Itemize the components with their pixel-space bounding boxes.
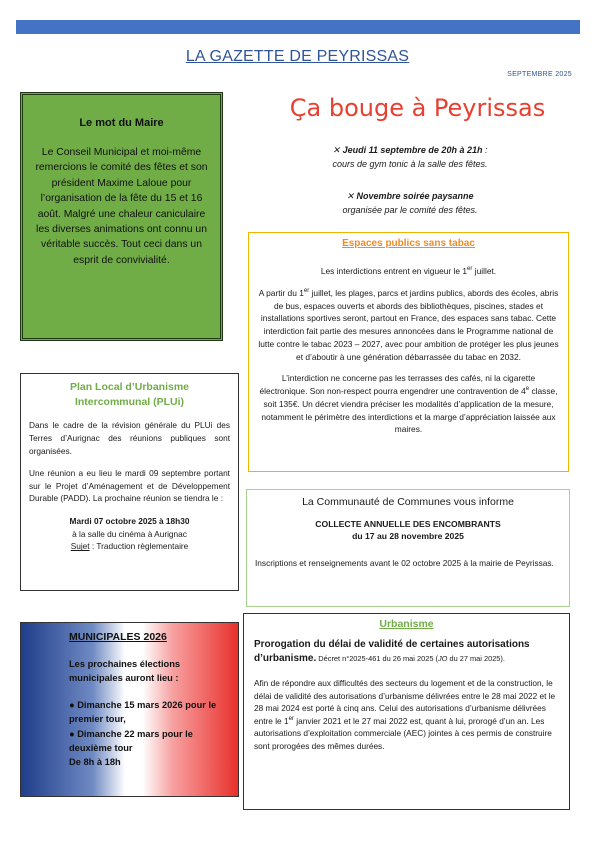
event-1 — [240, 144, 580, 172]
espaces-paragraph-2: A partir du 1er juillet, les plages, parcs et jardins publics, abords des écoles, abris de bus, espaces ouverts et abords des bibliothèques, piscines, stades et installations sportives seront, partout en France, des espaces sans tabac. Cette interdiction fait partie des mesures annoncées dans le Programme national de lutte contre le tabac 2023 – 2027, avec pour ambition de protéger les plus jeunes et d’aboutir à une génération débarrassée du tabac en 2032. — [258, 287, 559, 362]
plui-box — [20, 373, 239, 591]
ca-bouge-heading: Ça bouge à Peyrissas — [289, 94, 546, 122]
plui-meeting-info: Mardi 07 octobre 2025 à 18h30 à la salle du cinéma à Aurignac Sujet : Traduction règlementaire — [69, 516, 190, 552]
header-bar — [16, 20, 580, 34]
urbanisme-paragraph: Afin de répondre aux difficultés des secteurs du logement et de la construction, le délai de validité des autorisations d’urbanisme délivrées entre le 28 mai 2022 et le 28 mai 2024 est porté à cinq ans. Celui des autorisations d’urbanisme délivrées entre le 1er janvier 2021 et le 27 mai 2022 est, quant à lui, prorogé d’un an. Les autorisations d’exploitation commerciale (AEC) jointes à ces permis de construire sont prorogées des mêmes durées. — [254, 678, 556, 752]
plui-paragraph-1: Dans le cadre de la révision générale du PLUi des Terres d’Aurignac des réunions publiques sont organisées. — [29, 420, 230, 456]
event-2-desc: organisée par le comité des fêtes. — [342, 204, 478, 215]
event-2-title: Novembre soirée paysanne — [356, 191, 474, 201]
mot-du-maire-heading: Le mot du Maire — [79, 117, 164, 129]
cross-mark-icon: ✕ — [332, 145, 341, 155]
page-title: LA GAZETTE DE PEYRISSAS — [185, 48, 410, 65]
municipales-intro: Les prochaines élections municipales auront lieu : — [69, 659, 181, 684]
communaute-heading: La Communauté de Communes vous informe — [302, 496, 514, 508]
issue-date: SEPTEMBRE 2025 — [507, 71, 572, 78]
event-1-desc: cours de gym tonic à la salle des fêtes. — [332, 158, 488, 169]
mot-du-maire-text: Le Conseil Municipal et moi-même remercions le comité des fêtes et son président Maxime Laloue pour l’organisation de la fête du 15 et 16 août. Malgré une chaleur caniculaire les diverses animations ont connu un véritable succès. Tout ceci dans un esprit de convivialité. — [35, 147, 208, 266]
event-1-title: Jeudi 11 septembre de 20h à 21h — [342, 145, 483, 155]
municipales-item-2: ● Dimanche 22 mars pour le deuxième tour — [69, 728, 193, 754]
plui-paragraph-2: Une réunion a eu lieu le mardi 09 septembre portant sur le Projet d’Aménagement et de Développement Durable (PADD). La prochaine réunion se tiendra le : — [29, 468, 230, 504]
encombrants-title: COLLECTE ANNUELLE DES ENCOMBRANTS du 17 au 28 novembre 2025 — [315, 519, 501, 542]
plui-heading: Plan Local d’Urbanisme Intercommunal (PLUi) — [69, 381, 190, 408]
event-2 — [240, 190, 580, 218]
espaces-paragraph-3: L’interdiction ne concerne pas les terrasses des cafés, ni la cigarette électronique. Son non-respect pourra engendrer une contravention de 4e classe, soit 135€. Un décret viendra préciser les modalités d’application de la mesure, notamment le périmètre des interdictions et la marge d’appréciation laissée aux maires. — [259, 373, 558, 435]
espaces-heading: Espaces publics sans tabac — [342, 238, 475, 249]
mot-du-maire-box — [20, 92, 223, 341]
municipales-box — [20, 622, 239, 797]
espaces-sans-tabac-box — [248, 232, 569, 472]
urbanisme-title: Prorogation du délai de validité de certaines autorisations d’urbanisme. Décret n°2025-461 du 26 mai 2025 (JO du 27 mai 2025). — [254, 639, 530, 664]
event-1-title-colon: : — [482, 145, 488, 155]
urbanisme-heading: Urbanisme — [379, 618, 434, 630]
communaute-text: Inscriptions et renseignements avant le 02 octobre 2025 à la mairie de Peyrissas. — [255, 557, 554, 568]
cross-mark-icon: ✕ — [346, 191, 354, 201]
municipales-heading: MUNICIPALES 2026 — [69, 631, 167, 643]
municipales-item-1: ● Dimanche 15 mars 2026 pour le premier tour, — [69, 699, 217, 725]
municipales-hours: De 8h à 18h — [69, 757, 121, 768]
espaces-paragraph-1: Les interdictions entrent en vigueur le 1er juillet. — [320, 266, 497, 276]
communaute-box — [246, 489, 570, 607]
urbanisme-box — [243, 613, 570, 810]
